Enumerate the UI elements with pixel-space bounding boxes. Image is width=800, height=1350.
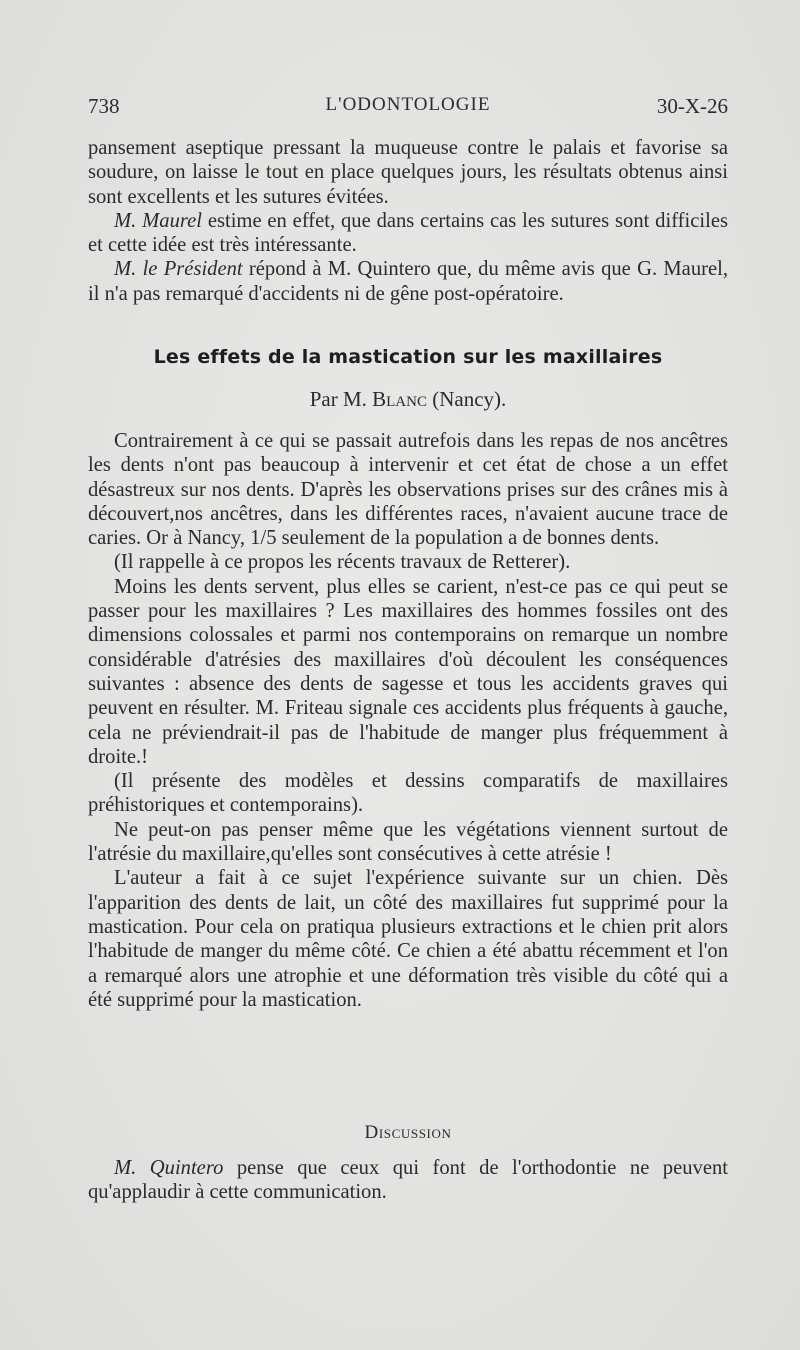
issue-date: 30-X-26	[656, 94, 728, 118]
discussion-paragraph	[88, 1156, 728, 1205]
discussion-section	[88, 1156, 728, 1205]
article-author	[88, 387, 728, 412]
journal-title: L'ODONTOLOGIE	[325, 94, 491, 115]
speaker-name: M. Maurel	[114, 209, 202, 232]
intro-section	[88, 136, 728, 306]
paragraph-text: pense que ceux qui font de l'orthodontie ne peuvent qu'applaudir à cette communication.	[88, 1157, 728, 1204]
body-paragraph: Moins les dents servent, plus elles se carient, n'est-ce pas ce qui peut se passer pour les maxillaires ? Les maxillaires des hommes fossiles ont des dimensions colossales et parmi nos contemporains on remarque un nombre considérable d'atrésies des maxillaires d'où découlent les conséquences suivantes : absence des dents de sagesse et tous les accidents graves qui peuvent en résulter. M. Friteau signale ces accidents plus fréquents à gauche, cela ne préviendrait-il pas de l'habitude de manger plus fréquemment à droite.!	[88, 575, 728, 768]
intro-paragraph-president	[88, 257, 728, 306]
intro-paragraph: pansement aseptique pressant la muqueuse contre le palais et favorise sa soudure, on laisse le tout en place quelques jours, les résultats obtenus ainsi sont excellents et les sutures évitées.	[88, 137, 728, 208]
discussion-heading: Discussion	[364, 1122, 452, 1143]
paragraph-text: répond à M. Quintero que, du même avis que G. Maurel, il n'a pas remarqué d'accidents ni de gêne post-opératoire.	[88, 258, 728, 305]
body-paragraph: L'auteur a fait à ce sujet l'expérience suivante sur un chien. Dès l'apparition des dents de lait, un côté des maxillaires fut supprimé pour la mastication. Pour cela on pratiqua plusieurs extractions et le chien prit alors l'habitude de manger du même côté. Ce chien a été abattu récemment et l'on a remarqué alors une atrophie et une déformation très visible du côté qui a été supprimé pour la mastication.	[88, 867, 728, 1011]
body-paragraph: Contrairement à ce qui se passait autrefois dans les repas de nos ancêtres les dents n'ont pas beaucoup à intervenir et cet état de chose a un effet désastreux sur nos dents. D'après les observations prises sur des crânes mis à découvert,nos ancêtres, dans les différentes races, n'avaient aucune trace de caries. Or à Nancy, 1/5 seulement de la population a de bonnes dents.	[88, 430, 728, 550]
speaker-name: M. le Président	[114, 258, 243, 281]
speaker-name: M. Quintero	[114, 1157, 224, 1179]
body-paragraph: (Il présente des modèles et dessins comparatifs de maxillaires préhistoriques et contemporains).	[88, 770, 728, 817]
page-number: 738	[88, 94, 120, 118]
author-name: Blanc	[372, 387, 427, 411]
intro-paragraph-maurel	[88, 209, 728, 258]
article-title: Les effets de la mastication sur les maxillaires	[153, 346, 663, 368]
author-prefix: Par M.	[309, 387, 373, 411]
author-location: (Nancy).	[426, 387, 507, 411]
running-header	[88, 94, 728, 124]
body-paragraph: Ne peut-on pas penser même que les végétations viennent surtout de l'atrésie du maxillaire,qu'elles sont consécutives à cette atrésie !	[88, 818, 728, 866]
body-paragraph: (Il rappelle à ce propos les récents travaux de Retterer).	[114, 551, 571, 574]
paragraph-text: estime en effet, que dans certains cas les sutures sont difficiles et cette idée est très intéressante.	[88, 209, 728, 257]
article-body	[88, 429, 728, 1012]
